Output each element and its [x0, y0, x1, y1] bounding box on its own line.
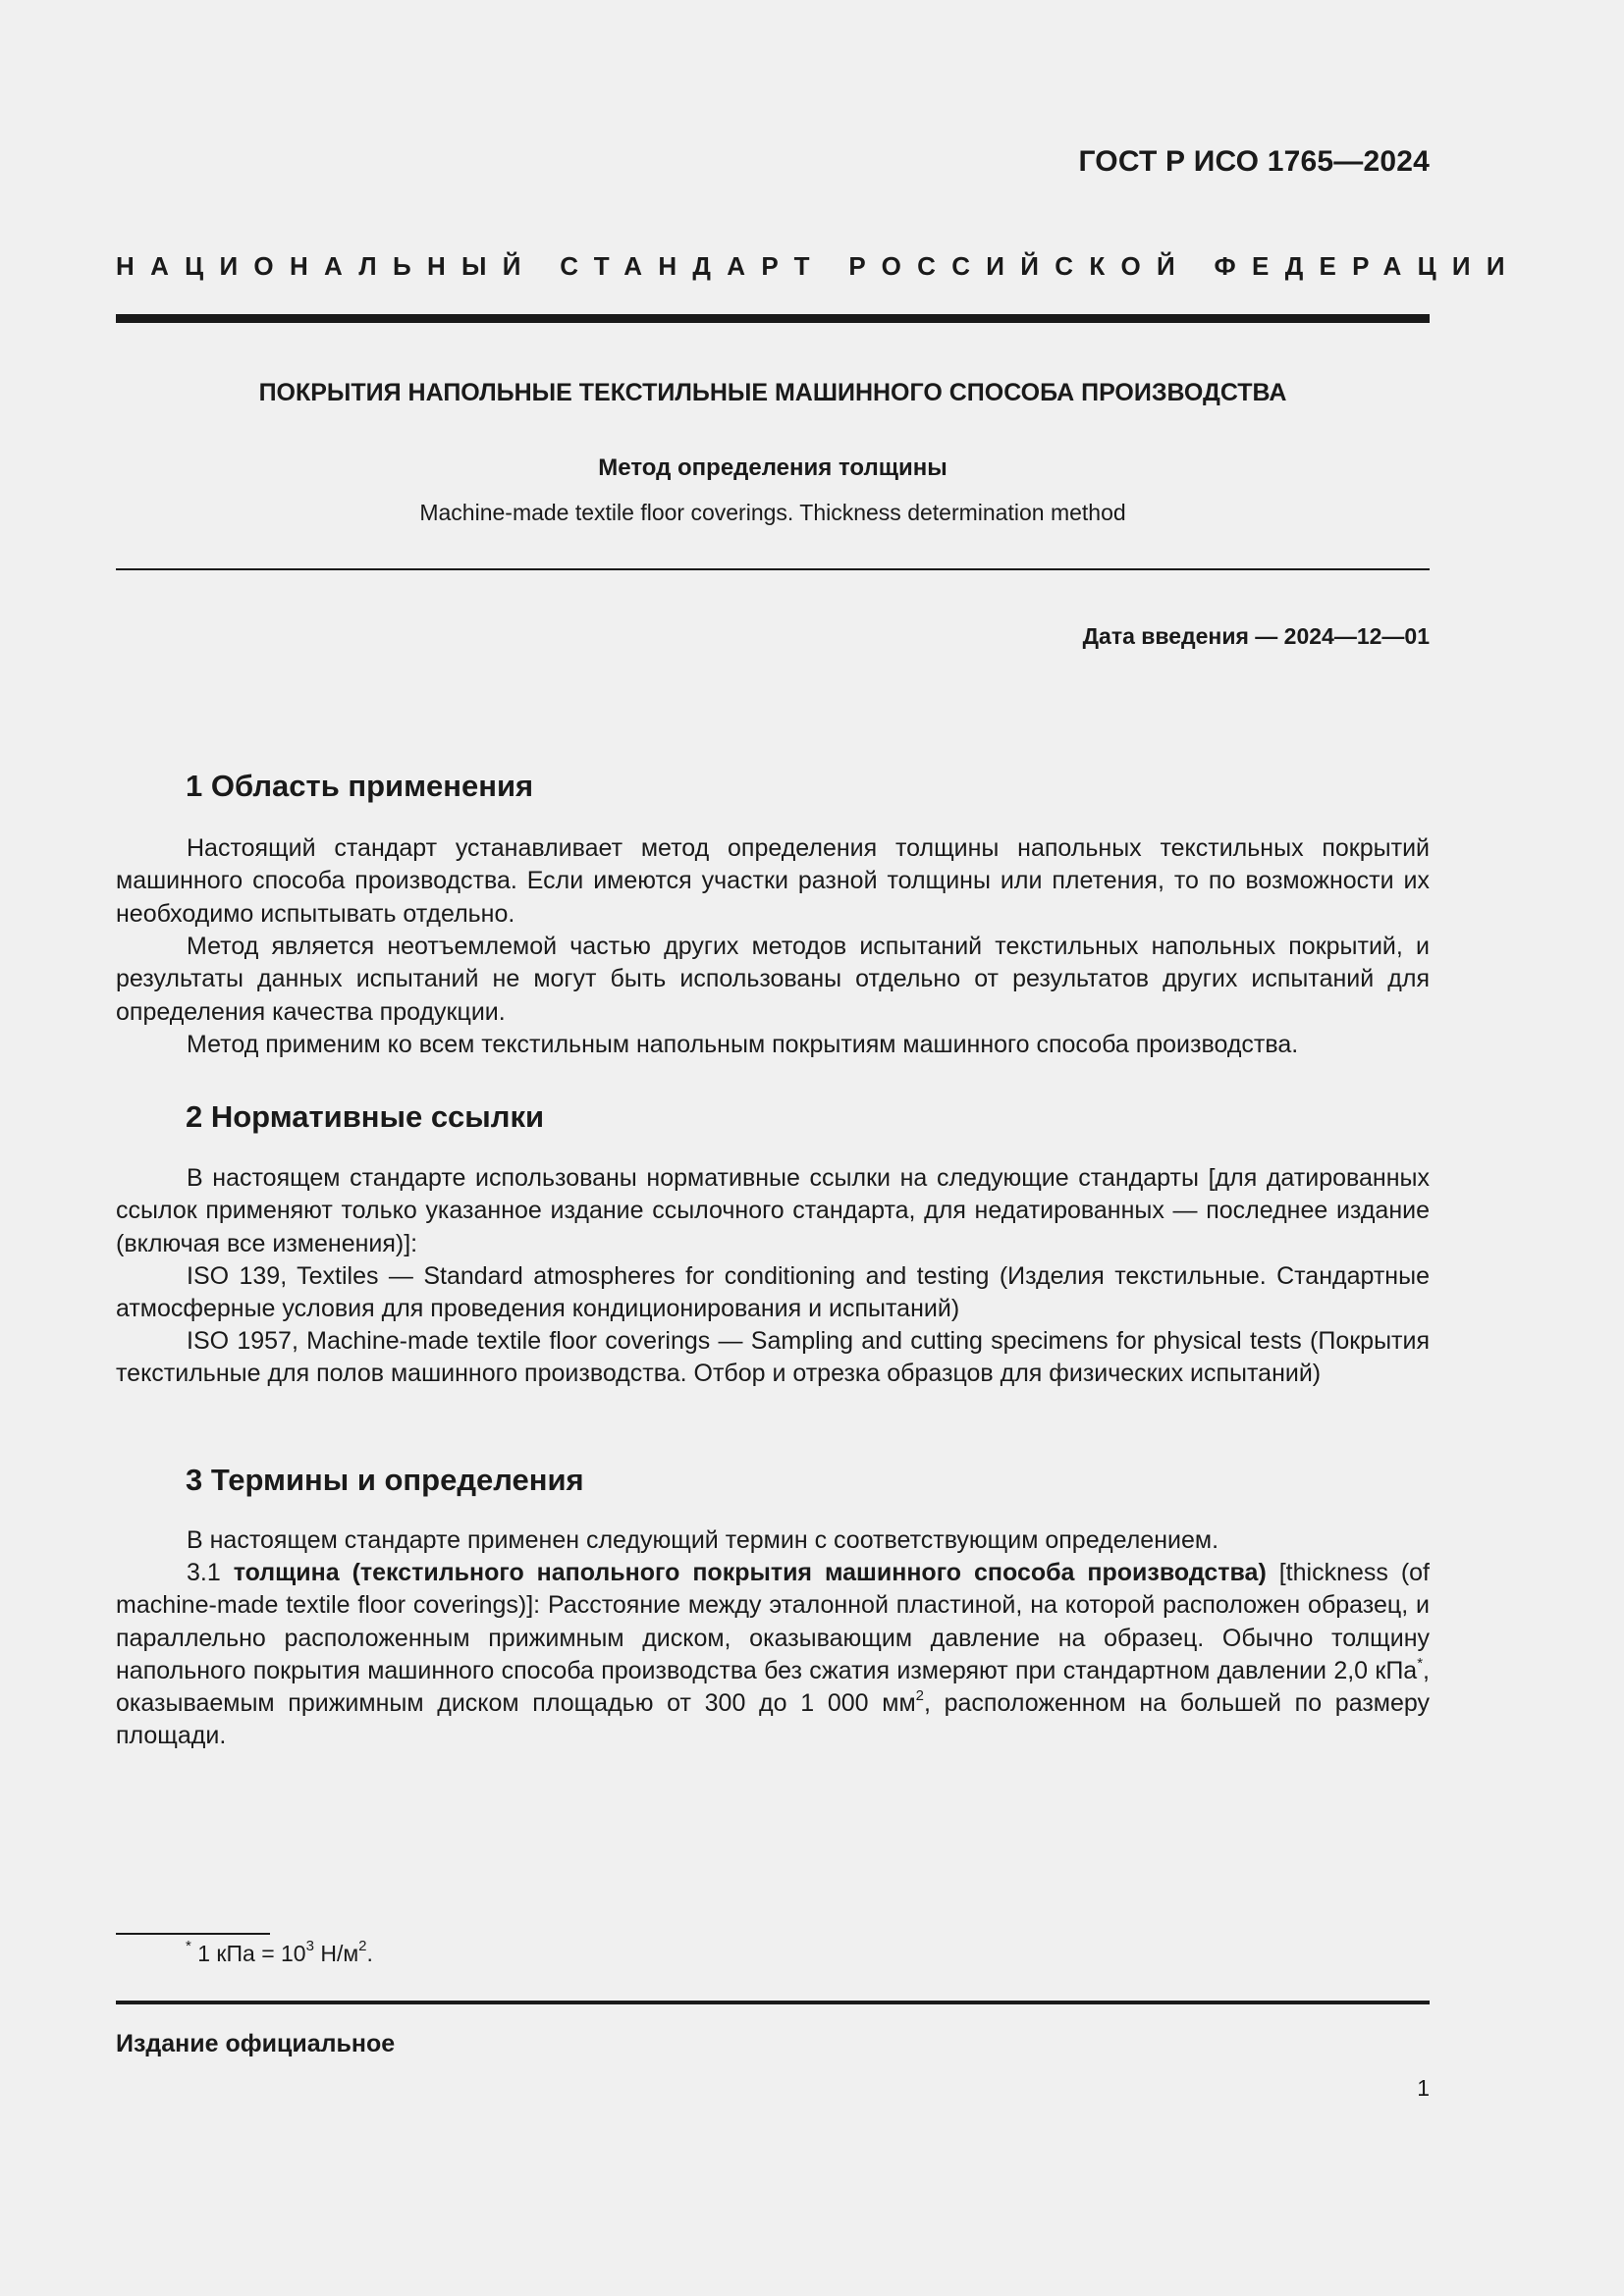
- scope-paragraph-2: Метод является неотъемлемой частью других методов испытаний текстильных напольных покрытий, и результаты данных испытаний не могут быть использованы отдельно от результатов других испытаний для определения качества продукции.: [116, 933, 1430, 1026]
- reference-iso-139: ISO 139, Textiles — Standard atmospheres for conditioning and testing (Изделия текстильные. Стандартные атмосферные условия для проведения кондиционирования и испытаний): [116, 1262, 1430, 1323]
- footnote-end: .: [366, 1941, 373, 1966]
- term-definition-text-end: , расположенном на большей по размеру площади.: [116, 1689, 1431, 1750]
- reference-iso-1957: ISO 1957, Machine-made textile floor coverings — Sampling and cutting specimens for physical tests (Покрытия текстильные для полов машинного производства. Отбор и отрезка образцов для физических испытаний): [116, 1327, 1430, 1388]
- page-number: 1: [1417, 2075, 1430, 2101]
- section-heading-scope: 1 Область применения: [186, 769, 534, 803]
- references-intro-paragraph: В настоящем стандарте использованы нормативные ссылки на следующие стандарты [для датированных ссылок применяют только указанное издание ссылочного стандарта, для недатированных — последнее издание (включая все изменения)]:: [116, 1164, 1430, 1257]
- term-definition-thickness: [116, 1557, 1430, 1753]
- document-page: [116, 0, 1521, 2296]
- term-number: 3.1: [187, 1559, 221, 1586]
- title-divider: [116, 568, 1430, 570]
- standard-number: ГОСТ Р ИСО 1765—2024: [1078, 145, 1430, 178]
- section-heading-normative-references: 2 Нормативные ссылки: [186, 1099, 545, 1134]
- document-subtitle: Метод определения толщины: [598, 454, 947, 481]
- term-name: толщина (текстильного напольного покрытия машинного способа производства): [233, 1559, 1267, 1586]
- term-definition-text-continued: , оказываемым прижимным диском площадью от 300 до 1 000 мм: [116, 1656, 1430, 1718]
- footer-divider: [116, 2001, 1430, 2004]
- footnote-text: 1 кПа = 10: [190, 1941, 306, 1966]
- footnote-divider: [116, 1933, 270, 1935]
- superscript-exponent: 2: [915, 1686, 924, 1704]
- footnote-mark: *: [186, 1938, 191, 1955]
- official-edition-label: Издание официальное: [116, 2030, 396, 2057]
- footnote-reference: *: [1417, 1654, 1424, 1672]
- scope-paragraph-1: Настоящий стандарт устанавливает метод определения толщины напольных текстильных покрытий машинного способа производства. Если имеются участки разной толщины или плетения, то по возможности их необходимо испытывать отдельно.: [116, 834, 1430, 928]
- footnote-exponent-1: 3: [305, 1938, 314, 1955]
- section-heading-terms: 3 Термины и определения: [186, 1463, 584, 1497]
- header-divider: [116, 314, 1430, 323]
- national-standard-banner: НАЦИОНАЛЬНЫЙ СТАНДАРТ РОССИЙСКОЙ ФЕДЕРАЦИИ: [116, 251, 1521, 281]
- introduction-date: Дата введения — 2024—12—01: [1082, 623, 1430, 649]
- footnote-unit: Н/м: [313, 1941, 359, 1966]
- footnote-exponent-2: 2: [358, 1938, 367, 1955]
- footnote: [186, 1938, 373, 1967]
- scope-paragraph-3: Метод применим ко всем текстильным напольным покрытиям машинного способа производства.: [187, 1031, 1299, 1058]
- document-title-english: Machine-made textile floor coverings. Thickness determination method: [419, 500, 1126, 525]
- terms-intro-paragraph: В настоящем стандарте применен следующий термин с соответствующим определением.: [187, 1526, 1219, 1554]
- document-title: ПОКРЫТИЯ НАПОЛЬНЫЕ ТЕКСТИЛЬНЫЕ МАШИННОГО СПОСОБА ПРОИЗВОДСТВА: [258, 379, 1287, 406]
- term-definition-text: [thickness (of machine-made textile floor coverings)]: Расстояние между эталонной пластиной, на которой расположен образец, и параллельно расположенным прижимным диском, оказывающим давление на образец. Обычно толщину напольного покрытия машинного способа производства без сжатия измеряют при стандартном давлении 2,0 кПа: [116, 1559, 1431, 1684]
